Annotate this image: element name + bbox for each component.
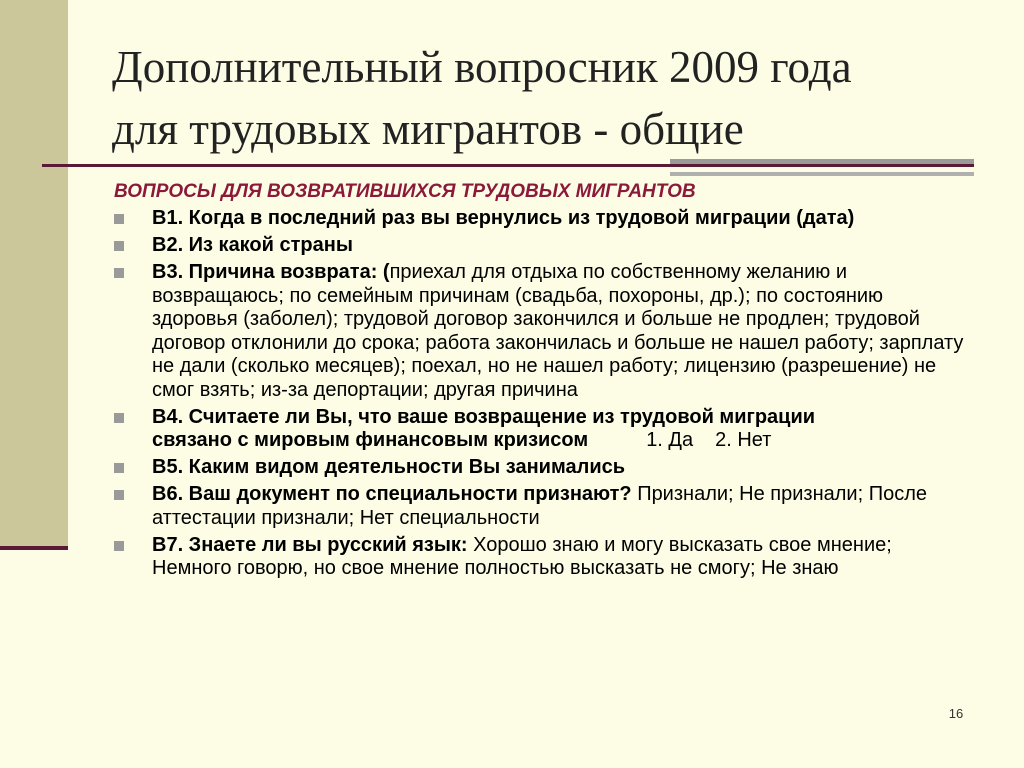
slide-title-line-1: Дополнительный вопросник 2009 года	[112, 42, 852, 92]
question-b5-text: В5. Каким видом деятельности Вы занимались	[152, 456, 626, 478]
question-item-b1	[112, 207, 972, 231]
question-b6-text: В6. Ваш документ по специальности признают?	[152, 483, 638, 505]
question-b4-row2	[152, 429, 972, 453]
question-item-b6	[112, 483, 972, 530]
question-b6-answers: Признали; Не признали; После аттестации признали; Нет специальности	[152, 483, 927, 529]
slide-title	[112, 36, 992, 160]
section-subtitle: ВОПРОСЫ ДЛЯ ВОЗВРАТИВШИХСЯ ТРУДОВЫХ МИГРАНТОВ	[114, 181, 696, 202]
question-item-b2	[112, 234, 972, 258]
question-b4-text-line2: связано с мировым финансовым кризисом	[152, 429, 589, 451]
question-b4-text-line1: В4. Считаете ли Вы, что ваше возвращение из трудовой миграции	[152, 405, 816, 428]
square-bullet-icon	[114, 541, 124, 551]
question-b1-text: В1. Когда в последний раз вы вернулись из трудовой миграции (дата)	[152, 207, 855, 229]
page-number: 16	[948, 706, 964, 721]
title-divider-accent-bottom	[670, 172, 974, 176]
question-b7-text: В7. Знаете ли вы русский язык:	[152, 533, 474, 556]
question-b4-option-yes: 1. Да	[646, 429, 694, 451]
question-b7-answers: Хорошо знаю и могу высказать свое мнение; Немного говорю, но свое мнение полностью высказать не смогу; Не знаю	[152, 533, 892, 579]
question-b2-text: В2. Из какой страны	[152, 234, 353, 256]
question-b3-answers: приехал для отдыха по собственному желанию и возвращаюсь; по семейным причинам (свадьба, похороны, др.); по состоянию здоровья (заболел); трудовой договор закончился и больше не продлен; трудовой договор отклонили до срока; работа закончилась и больше не нашел работу; зарплату не дали (сколько месяцев); поехал, но не нашел работу; лицензию (разрешение) не смог взять; из-за депортации; другая причина	[152, 261, 964, 401]
square-bullet-icon	[114, 241, 124, 251]
square-bullet-icon	[114, 490, 124, 500]
side-decor-underline	[0, 546, 68, 550]
question-b3-text: В3. Причина возврата: (	[152, 261, 390, 283]
square-bullet-icon	[114, 268, 124, 278]
question-item-b3	[112, 261, 972, 402]
square-bullet-icon	[114, 463, 124, 473]
question-item-b4	[112, 406, 972, 453]
title-divider	[42, 164, 974, 167]
question-list	[112, 207, 972, 584]
slide-title-line-2: для трудовых мигрантов - общие	[112, 104, 744, 154]
square-bullet-icon	[114, 214, 124, 224]
question-item-b7	[112, 534, 972, 581]
square-bullet-icon	[114, 413, 124, 423]
title-divider-accent-top	[670, 159, 974, 164]
question-b4-option-no: 2. Нет	[715, 429, 772, 451]
question-item-b5	[112, 456, 972, 480]
side-decor-bar	[0, 0, 68, 546]
